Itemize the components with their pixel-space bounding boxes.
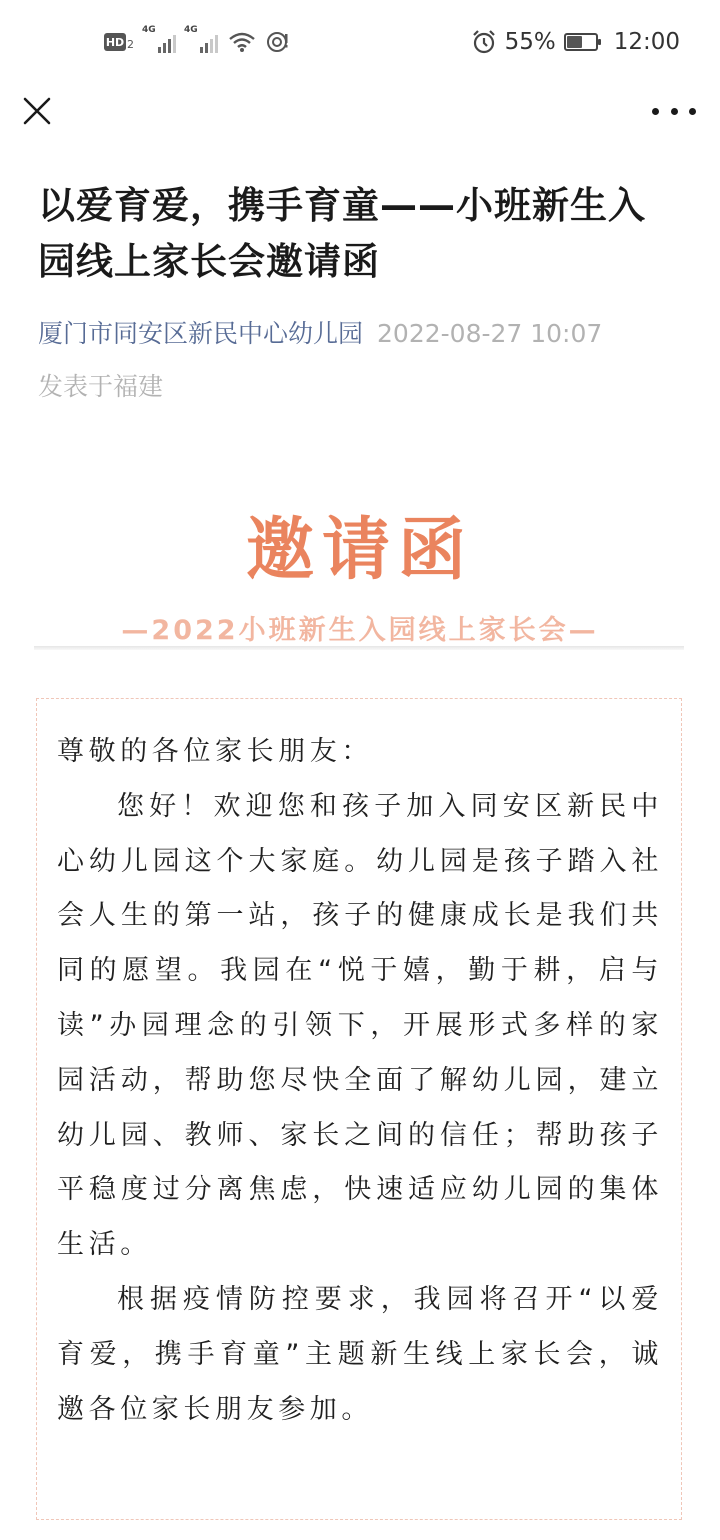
author-link[interactable]: 厦门市同安区新民中心幼儿园 <box>38 319 364 348</box>
more-icon-dot <box>689 108 696 115</box>
status-bar <box>0 0 720 84</box>
letter-paragraph: 您好！欢迎您和孩子加入同安区新民中心幼儿园这个大家庭。幼儿园是孩子踏入社会人生的第一站，孩子的健康成长是我们共同的愿望。我园在“悦于嬉，勤于耕，启与读”办园理念的引领下，开展形式多样的家园活动，帮助您尽快全面了解幼儿园，建立幼儿园、教师、家长之间的信任；帮助孩子平稳度过分离焦虑，快速适应幼儿园的集体生活。 <box>57 790 663 1261</box>
letter-paragraph: 根据疫情防控要求，我园将召开“以爱育爱，携手育童”主题新生线上家长会，诚邀各位家长朋友参加。 <box>57 1283 663 1425</box>
cellular-signal-icon <box>142 25 176 53</box>
network-type-label-2: 4G <box>184 25 198 35</box>
hd-label: HD <box>104 33 126 51</box>
publish-location: 发表于福建 <box>38 372 164 401</box>
battery-icon <box>564 33 598 51</box>
network-type-label: 4G <box>142 25 156 35</box>
invitation-heading: 邀请函 <box>245 511 474 590</box>
battery-fill <box>567 36 582 48</box>
more-button[interactable] <box>652 96 696 126</box>
close-button[interactable] <box>18 92 56 130</box>
article-meta <box>38 316 698 352</box>
hd-icon <box>104 33 134 51</box>
cellular-signal-icon-2 <box>184 25 218 53</box>
salutation: 尊敬的各位家长朋友： <box>57 736 373 767</box>
status-right <box>471 26 680 58</box>
wifi-icon <box>228 31 256 53</box>
hotspot-icon <box>266 30 290 54</box>
invitation-subheading: —2022小班新生入园线上家长会— <box>121 615 599 646</box>
alarm-icon <box>471 29 497 55</box>
more-icon-dot <box>652 108 659 115</box>
hd-sub-label: 2 <box>127 38 134 51</box>
close-icon <box>18 92 56 130</box>
publish-time: 2022-08-27 10:07 <box>377 319 603 348</box>
clock: 12:00 <box>613 29 680 55</box>
article-title: 以爱育爱，携手育童——小班新生入园线上家长会邀请函 <box>38 184 646 283</box>
battery-percent: 55% <box>504 29 556 55</box>
letter-body <box>57 725 663 1437</box>
divider <box>34 646 684 650</box>
status-left <box>104 25 290 56</box>
invitation-letter <box>36 698 682 1520</box>
more-icon-dot <box>671 108 678 115</box>
